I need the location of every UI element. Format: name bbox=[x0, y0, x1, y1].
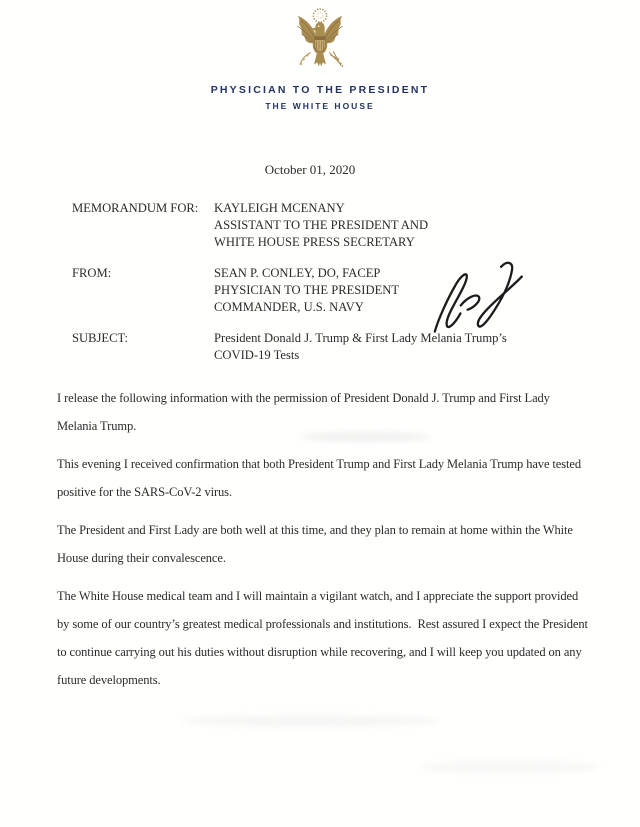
recipient-name: KAYLEIGH MCENANY bbox=[214, 201, 345, 215]
recipient-title-line-2: WHITE HOUSE PRESS SECRETARY bbox=[214, 235, 415, 249]
subject-label: SUBJECT: bbox=[72, 331, 129, 345]
recipient-title-line-1: ASSISTANT TO THE PRESIDENT AND bbox=[214, 218, 429, 232]
body-paragraph-1: I release the following information with the permission of President Donald J. Trump and First Lady Melania Trump. bbox=[57, 391, 553, 433]
body-paragraph-3: The President and First Lady are both well at this time, and they plan to remain at home within the White House during their convalescence. bbox=[57, 523, 576, 565]
memo-field-memorandum-for bbox=[72, 200, 612, 251]
memo-header-fields bbox=[72, 200, 612, 378]
memo-field-subject bbox=[72, 330, 612, 364]
subject-line-1: President Donald J. Trump & First Lady Melania Trump’s bbox=[214, 331, 507, 345]
from-value bbox=[214, 265, 612, 316]
letterhead-title: PHYSICIAN TO THE PRESIDENT bbox=[210, 84, 430, 96]
sender-title-line-2: COMMANDER, U.S. NAVY bbox=[214, 300, 364, 314]
handwritten-signature bbox=[420, 251, 533, 345]
date-line: October 01, 2020 bbox=[264, 162, 356, 177]
sender-title-line-1: PHYSICIAN TO THE PRESIDENT bbox=[214, 283, 400, 297]
body-paragraph-4: The White House medical team and I will maintain a vigilant watch, and I appreciate the support provided by some of our country’s greatest medical professionals and institutions. Rest assured I expect the President to continue carrying out his duties without disruption while recovering, and I will keep you updated on any future developments. bbox=[57, 589, 591, 687]
subject-line-2: COVID-19 Tests bbox=[214, 348, 300, 362]
subject-value bbox=[214, 330, 612, 364]
scan-artifact bbox=[420, 760, 600, 774]
memo-field-from bbox=[72, 265, 612, 316]
letterhead bbox=[0, 6, 640, 111]
sender-name: SEAN P. CONLEY, DO, FACEP bbox=[214, 266, 381, 280]
memo-body bbox=[57, 384, 589, 704]
body-paragraph-2: This evening I received confirmation that both President Trump and First Lady Melania Trump have tested positive for the SARS-CoV-2 virus. bbox=[57, 457, 585, 499]
memorandum-for-value bbox=[214, 200, 612, 251]
presidential-eagle-seal-icon bbox=[287, 6, 353, 78]
memorandum-for-label: MEMORANDUM FOR: bbox=[72, 201, 199, 215]
from-label: FROM: bbox=[72, 266, 112, 280]
scan-artifact bbox=[180, 715, 440, 727]
letterhead-subtitle: THE WHITE HOUSE bbox=[265, 101, 375, 111]
